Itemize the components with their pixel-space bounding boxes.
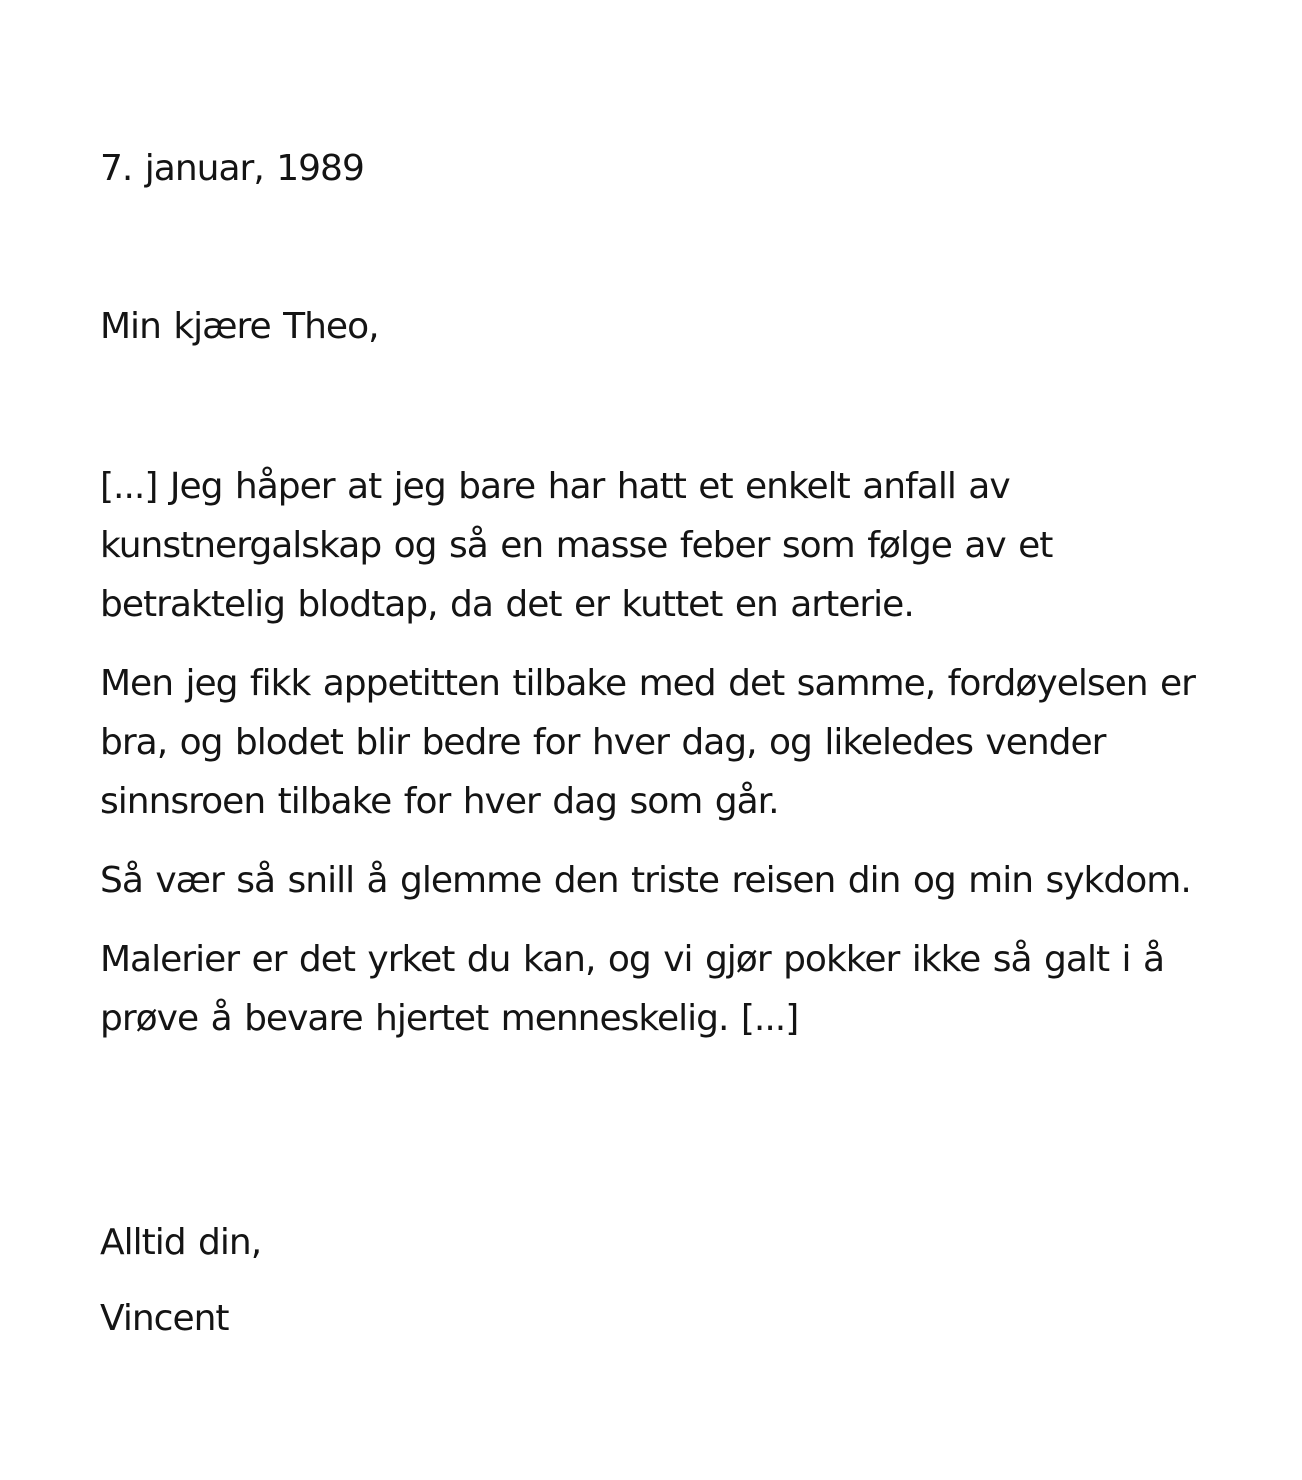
letter-closing: Alltid din,	[100, 1222, 262, 1263]
letter-paragraph-2: Men jeg fikk appetitten tilbake med det samme, fordøyelsen er bra, og blodet blir bedre for hver dag, og likeledes vender sinnsroen tilbake for hver dag som går.	[100, 663, 1195, 822]
letter-greeting: Min kjære Theo,	[100, 306, 379, 347]
letter-signature: Vincent	[100, 1298, 229, 1339]
letter-paragraph-1: [...] Jeg håper at jeg bare har hatt et enkelt anfall av kunstnergalskap og så en masse feber som følge av et betraktelig blodtap, da det er kuttet en arterie.	[100, 466, 1053, 625]
letter-body	[100, 457, 1230, 1068]
letter-paragraph-3: Så vær så snill å glemme den triste reisen din og min sykdom.	[100, 860, 1191, 901]
letter-date: 7. januar, 1989	[100, 148, 364, 189]
letter-paragraph-4: Malerier er det yrket du kan, og vi gjør pokker ikke så galt i å prøve å bevare hjertet menneskelig. [...]	[100, 939, 1165, 1039]
